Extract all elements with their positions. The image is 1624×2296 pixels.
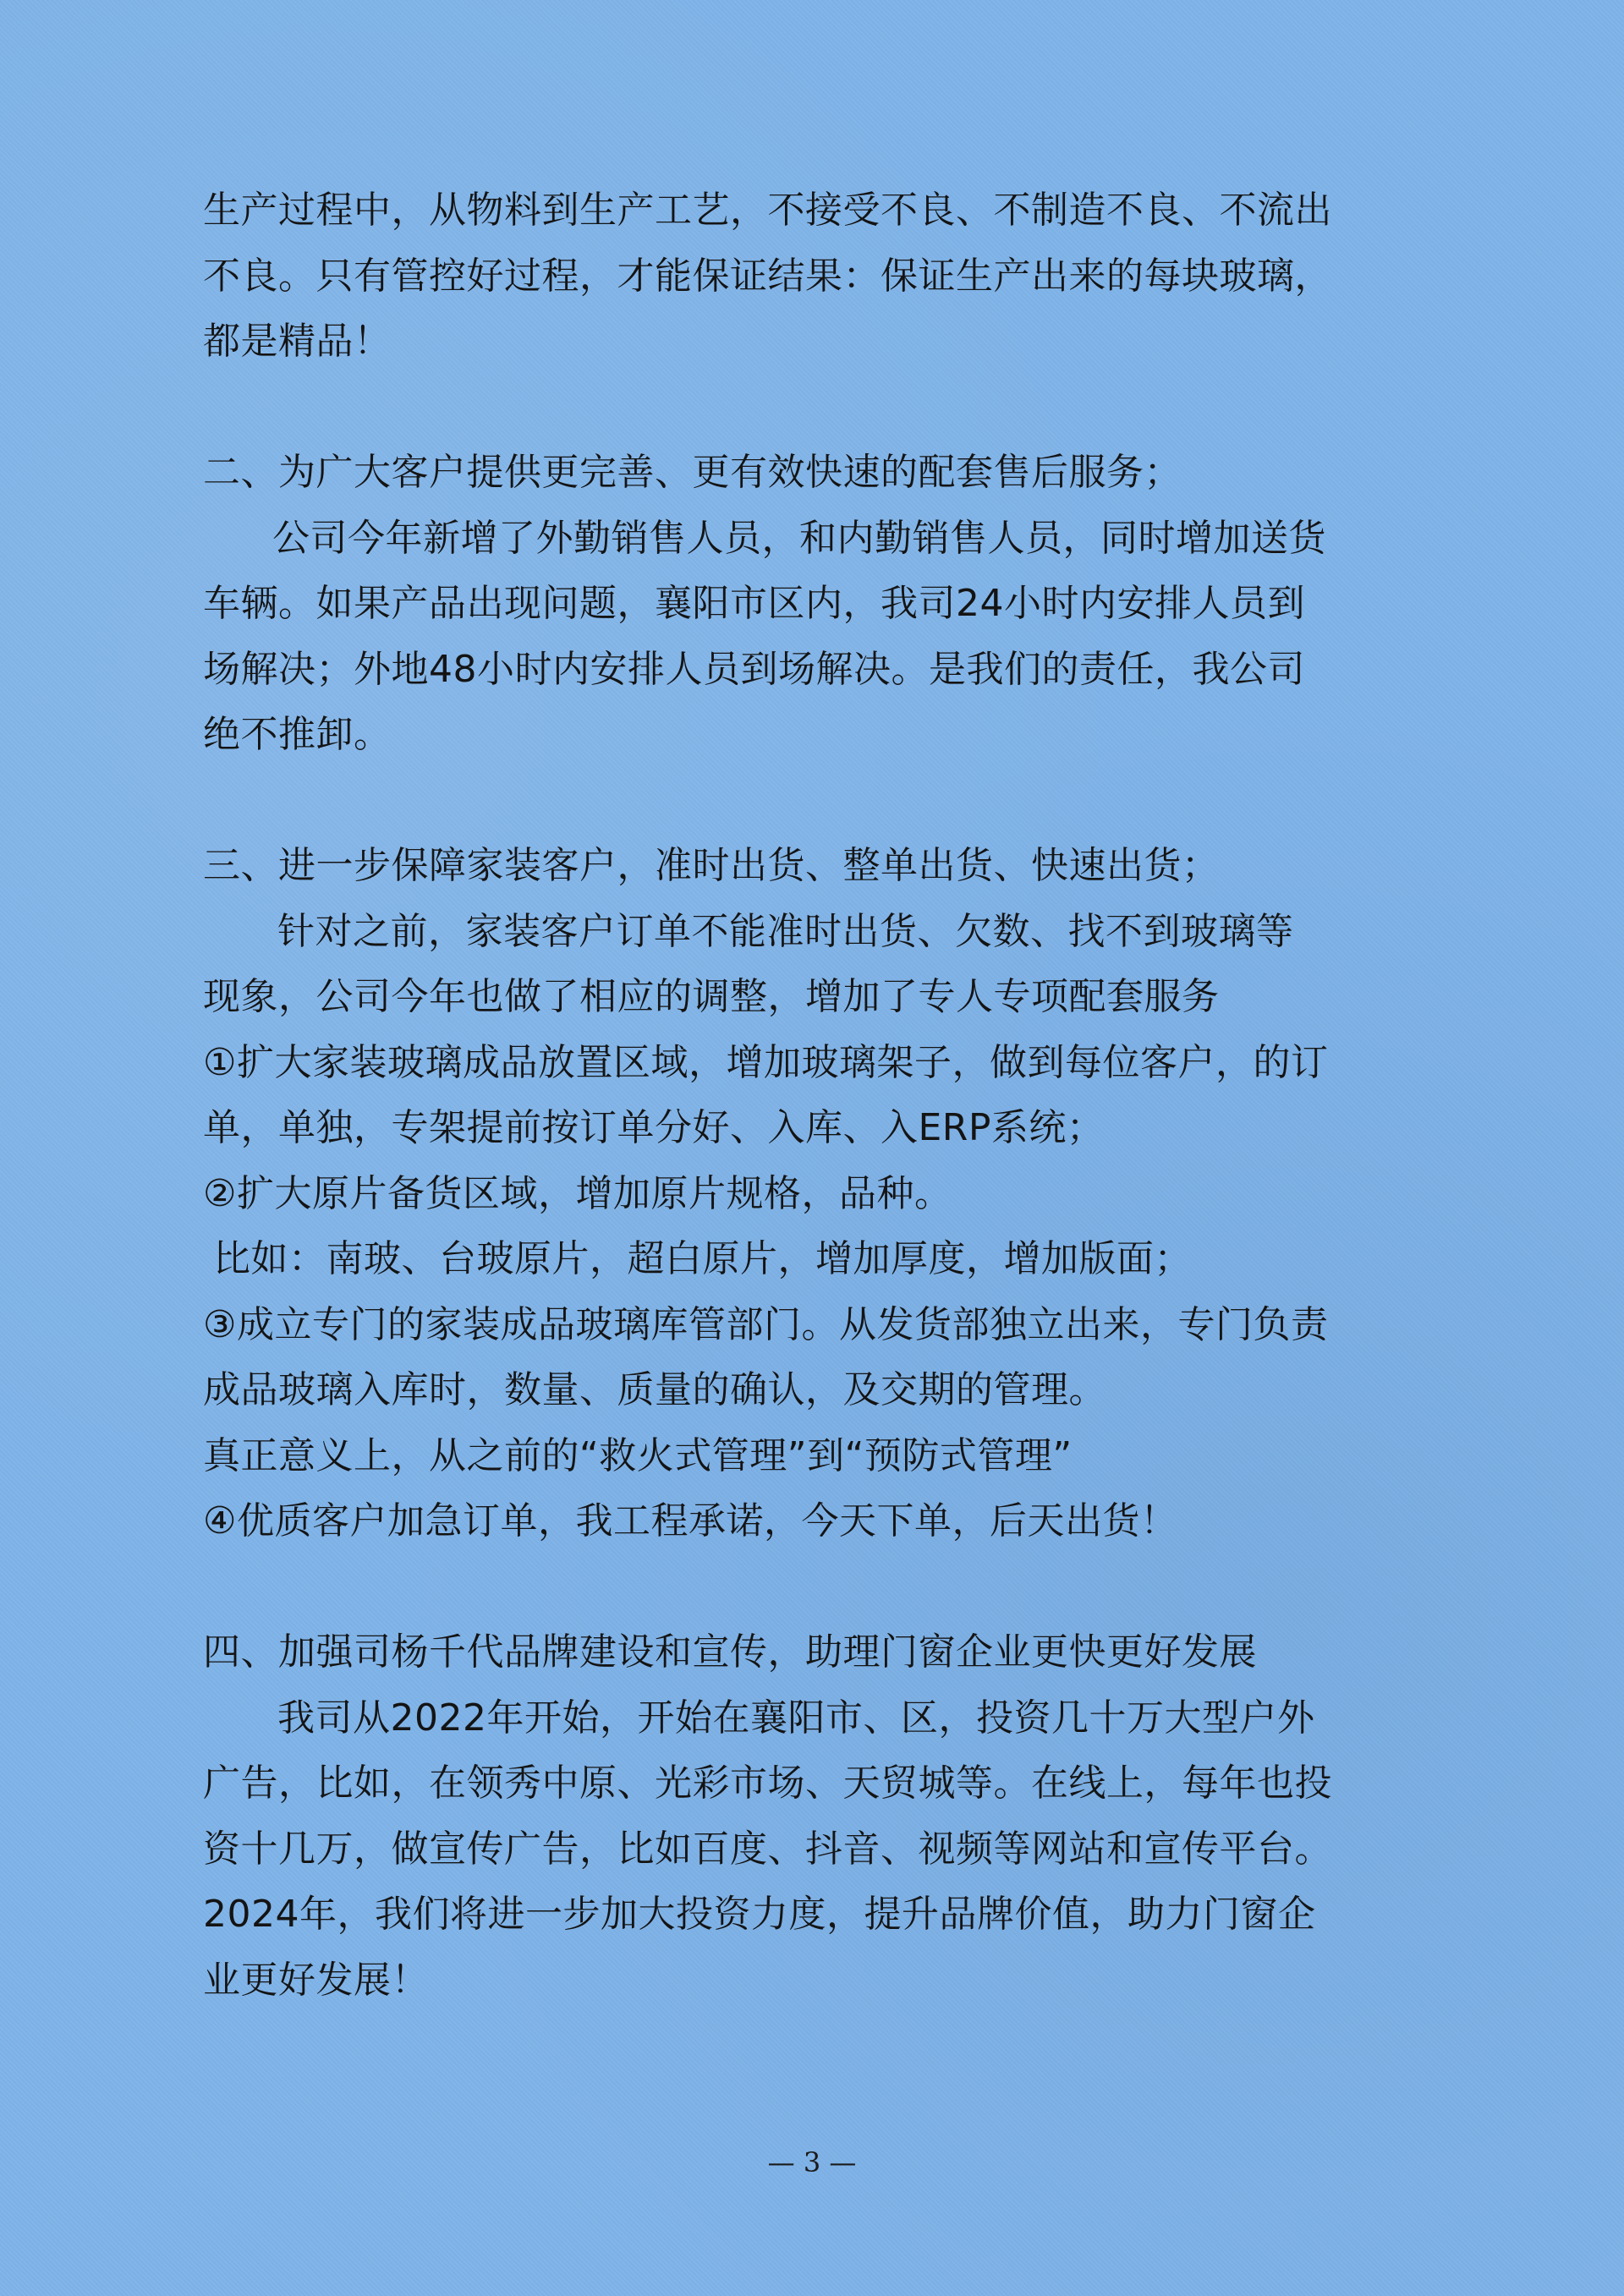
- section-heading-2: 二、为广大客户提供更完善、更有效快速的配套售后服务；: [203, 451, 1182, 494]
- paragraph-line: 单，单独，专架提前按订单分好、入库、入ERP系统；: [203, 1106, 1105, 1149]
- paragraph-line: 公司今年新增了外勤销售人员，和内勤销售人员，同时增加送货: [272, 516, 1326, 560]
- list-item-4: ④优质客户加急订单，我工程承诺，今天下单，后天出货！: [203, 1499, 1178, 1543]
- section-heading-3: 三、进一步保障家装客户，准时出货、整单出货、快速出货；: [203, 844, 1220, 887]
- paragraph-line: 成品玻璃入库时，数量、质量的确认，及交期的管理。: [203, 1368, 1106, 1411]
- paragraph-line: 比如：南玻、台玻原片，超白原片，增加厚度，增加版面；: [213, 1237, 1192, 1280]
- paragraph-line: 我司从2022年开始，开始在襄阳市、区，投资几十万大型户外: [277, 1696, 1315, 1740]
- paragraph-gap: [203, 375, 1438, 441]
- paragraph-line: 资十几万，做宣传广告，比如百度、抖音、视频等网站和宣传平台。: [203, 1827, 1332, 1871]
- page-number: — 3 —: [767, 2146, 857, 2178]
- paragraph-line: 绝不推卸。: [203, 713, 392, 756]
- paragraph-line: 现象，公司今年也做了相应的调整，增加了专人专项配套服务: [203, 975, 1220, 1018]
- list-item-3: ③成立专门的家装成品玻璃库管部门。从发货部独立出来，专门负责: [203, 1302, 1329, 1346]
- paragraph-line: 不良。只有管控好过程，才能保证结果：保证生产出来的每块玻璃，: [203, 254, 1332, 298]
- paragraph-gap: [203, 1554, 1438, 1620]
- list-item-1: ①扩大家装玻璃成品放置区域，增加玻璃架子，做到每位客户，的订: [203, 1040, 1329, 1084]
- section-heading-4: 四、加强司杨千代品牌建设和宣传，助理门窗企业更快更好发展: [203, 1630, 1257, 1674]
- paragraph-line: 真正意义上，从之前的“救火式管理”到“预防式管理”: [203, 1433, 1073, 1477]
- paragraph-line: 业更好发展！: [203, 1958, 429, 2002]
- paragraph-line: 针对之前，家装客户订单不能准时出货、欠数、找不到玻璃等: [277, 909, 1294, 953]
- paragraph-line: 都是精品！: [203, 320, 392, 363]
- paragraph-line: 广告，比如，在领秀中原、光彩市场、天贸城等。在线上，每年也投: [203, 1762, 1332, 1805]
- paragraph-line: 场解决；外地48小时内安排人员到场解决。是我们的责任，我公司: [203, 647, 1305, 691]
- paragraph-gap: [203, 768, 1438, 834]
- paragraph-line: 车辆。如果产品出现问题，襄阳市区内，我司24小时内安排人员到: [203, 582, 1305, 625]
- paragraph-line: 2024年，我们将进一步加大投资力度，提升品牌价值，助力门窗企: [203, 1893, 1316, 1936]
- list-item-2: ②扩大原片备货区域，增加原片规格，品种。: [203, 1171, 952, 1215]
- document-body: [203, 178, 1438, 2013]
- paragraph-line: 生产过程中，从物料到生产工艺，不接受不良、不制造不良、不流出: [203, 189, 1332, 232]
